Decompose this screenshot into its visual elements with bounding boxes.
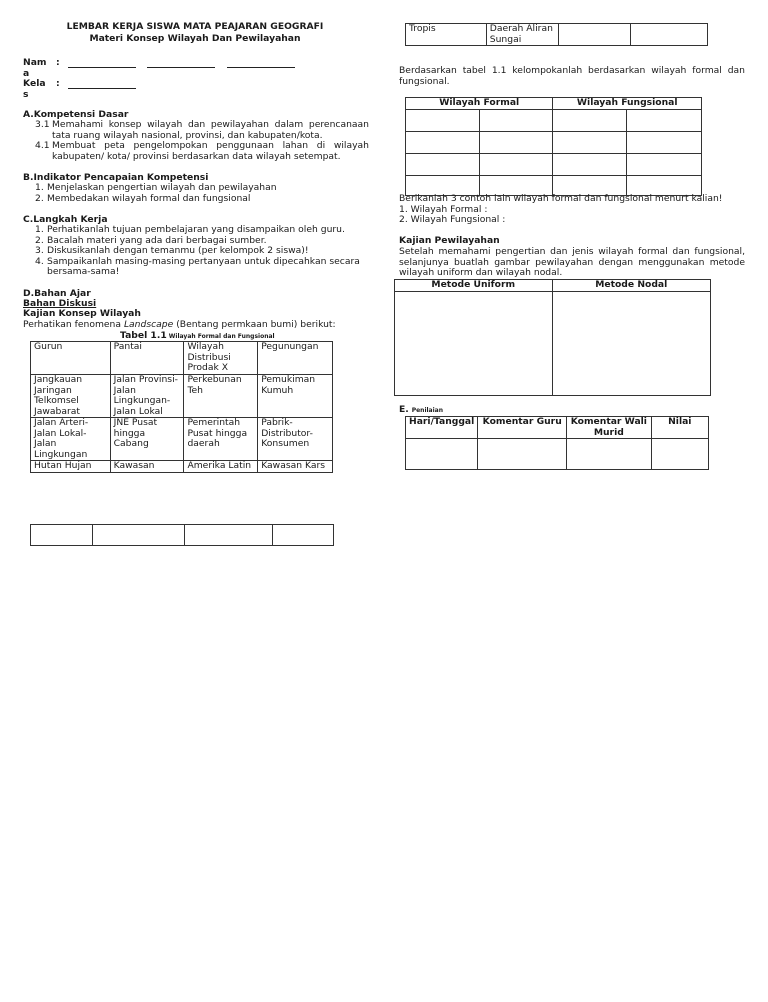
table-cell[interactable]: [406, 175, 480, 195]
table-cell: Pantai: [110, 342, 184, 375]
name-line-2[interactable]: [147, 67, 215, 68]
table-cell: Amerika Latin: [184, 461, 258, 473]
table-cell: Pegunungan: [258, 342, 333, 375]
section-a-heading: A.Kompetensi Dasar: [23, 109, 129, 120]
table-row: [406, 175, 702, 195]
table-row: [31, 375, 333, 418]
table-cell: Tropis: [406, 24, 487, 46]
langkah-item-4: [35, 257, 365, 278]
table-cell: Pemerintah Pusat hingga daerah: [184, 418, 258, 461]
name-colon: :: [56, 57, 60, 68]
formal-header: Wilayah Formal: [406, 98, 553, 110]
table-cell[interactable]: [567, 439, 651, 470]
table-row: [406, 131, 702, 153]
empty-table: [30, 524, 334, 546]
intro-before: Perhatikan fenomena: [23, 319, 124, 330]
indikator-item-2: [35, 194, 369, 205]
class-colon: :: [56, 78, 60, 89]
section-e-label: Penilaian: [411, 407, 443, 414]
table-cell[interactable]: [406, 109, 480, 131]
table-cell: Hutan Hujan: [31, 461, 111, 473]
table-cell: [558, 24, 631, 46]
kd-text-2: Membuat peta pengelompokan penggunaan lahan di wilayah kabupaten/ kota/ provinsi berdasarkan data wilayah setempat.: [52, 140, 369, 162]
hari-tanggal-header: Hari/Tanggal: [406, 417, 478, 439]
table-cell: [631, 24, 708, 46]
landscape-intro: [23, 320, 336, 331]
fungsional-header: Wilayah Fungsional: [553, 98, 702, 110]
table-row: [406, 153, 702, 175]
kd-num-2: 4.1: [35, 140, 50, 151]
indikator-text-2: Membedakan wilayah formal dan fungsional: [47, 192, 251, 204]
section-c-heading: C.Langkah Kerja: [23, 214, 108, 225]
kajian-pewilayahan-text: Setelah memahami pengertian dan jenis wilayah formal dan fungsional, selanjunya buatlah gambar pewilayahan dengan menggunakan metode wilayah uniform dan wilayah nodal.: [399, 246, 745, 278]
name-line-3[interactable]: [227, 67, 295, 68]
table-cell[interactable]: [627, 131, 702, 153]
table-cell[interactable]: [31, 525, 93, 546]
table-cell: Daerah Aliran Sungai: [486, 24, 558, 46]
langkah-text-3: Diskusikanlah dengan temanmu (per kelompok 2 siswa)!: [47, 245, 309, 256]
table-cell: Jalan Arteri-Jalan Lokal-Jalan Lingkungan: [31, 418, 111, 461]
indikator-num-1: 1.: [35, 182, 44, 193]
kd-item-2: [35, 141, 369, 162]
name-label: Nam a: [23, 57, 47, 79]
uniform-drawing-area[interactable]: [395, 291, 553, 395]
kd-num-1: 3.1: [35, 119, 50, 130]
table-cell[interactable]: [479, 153, 553, 175]
nodal-header: Metode Nodal: [552, 280, 711, 292]
table-cell[interactable]: [553, 109, 627, 131]
table-cell: Gurun: [31, 342, 111, 375]
examples-intro: Berikanlah 3 contoh lain wilayah formal dan fungsional menurt kalian!: [399, 193, 723, 204]
section-b-heading: B.Indikator Pencapaian Kompetensi: [23, 172, 209, 183]
table-row: [31, 525, 334, 546]
table-cell: Kawasan: [110, 461, 184, 473]
table-cell[interactable]: [92, 525, 185, 546]
bahan-diskusi-heading: Bahan Diskusi: [23, 298, 97, 309]
table-cell[interactable]: [273, 525, 334, 546]
uniform-header: Metode Uniform: [395, 280, 553, 292]
table-cell: Perkebunan Teh: [184, 375, 258, 418]
table-cell[interactable]: [651, 439, 708, 470]
table-cell[interactable]: [627, 175, 702, 195]
class-label: Kela s: [23, 78, 46, 100]
table-cell[interactable]: [627, 153, 702, 175]
table-cell: Wilayah Distribusi Prodak X: [184, 342, 258, 375]
langkah-num-4: 4.: [35, 255, 44, 267]
section-d-heading: D.Bahan Ajar: [23, 288, 91, 299]
langkah-text-1: Perhatikanlah tujuan pembelajaran yang disampaikan oleh guru.: [47, 224, 345, 235]
section-a-list: [35, 120, 369, 162]
table-cell[interactable]: [406, 153, 480, 175]
landscape-table-continued: [405, 23, 708, 46]
table-cell[interactable]: [185, 525, 273, 546]
kd-item-1: [35, 120, 369, 141]
komentar-wali-header: Komentar Wali Murid: [567, 417, 651, 439]
table-cell: Jalan Provinsi-Jalan Lingkungan-Jalan Lokal: [110, 375, 184, 418]
metode-table: [394, 279, 711, 396]
langkah-num-2: 2.: [35, 234, 44, 246]
table-cell[interactable]: [479, 175, 553, 195]
formal-fungsional-table: [405, 97, 702, 196]
table-cell[interactable]: [478, 439, 567, 470]
example-fungsional: 2. Wilayah Fungsional :: [399, 214, 506, 225]
table-cell: Pemukiman Kumuh: [258, 375, 333, 418]
table-row: [406, 439, 709, 470]
class-line[interactable]: [68, 88, 136, 89]
table-header-row: [395, 280, 711, 292]
table-row: [31, 418, 333, 461]
komentar-guru-header: Komentar Guru: [478, 417, 567, 439]
section-e-heading: [399, 405, 443, 417]
table-cell[interactable]: [553, 175, 627, 195]
langkah-num-1: 1.: [35, 224, 44, 235]
table-row: [31, 461, 333, 473]
kajian-konsep-heading: Kajian Konsep Wilayah: [23, 308, 141, 319]
table-cell[interactable]: [553, 153, 627, 175]
nilai-header: Nilai: [651, 417, 708, 439]
langkah-text-2: Bacalah materi yang ada dari berbagai sumber.: [47, 234, 267, 246]
table-caption-number: Tabel 1.1: [120, 330, 167, 341]
grouping-instruction: Berdasarkan tabel 1.1 kelompokanlah berdasarkan wilayah formal dan fungsional.: [399, 65, 745, 87]
table-cell[interactable]: [479, 109, 553, 131]
table-header-row: [406, 417, 709, 439]
table-row: [406, 109, 702, 131]
kd-text-1: Memahami konsep wilayah dan pewilayahan dalam perencanaan tata ruang wilayah nasional, provinsi, dan kabupaten/kota.: [52, 119, 369, 141]
table-cell[interactable]: [406, 131, 480, 153]
indikator-text-1: Menjelaskan pengertian wilayah dan pewilayahan: [47, 182, 277, 193]
table-header-row: [406, 98, 702, 110]
nodal-drawing-area[interactable]: [552, 291, 711, 395]
section-e-letter: E.: [399, 404, 409, 415]
indikator-num-2: 2.: [35, 192, 44, 204]
worksheet-subtitle: Materi Konsep Wilayah Dan Pewilayahan: [89, 33, 301, 44]
langkah-text-4: Sampaikanlah masing-masing pertanyaan untuk dipecahkan secara bersama-sama!: [47, 255, 360, 277]
section-c-list: [35, 225, 365, 278]
table-cell: Jangkauan Jaringan Telkomsel Jawabarat: [31, 375, 111, 418]
intro-italic: Landscape: [123, 319, 174, 330]
table-cell[interactable]: [627, 109, 702, 131]
worksheet-title: LEMBAR KERJA SISWA MATA PEAJARAN GEOGRAFI: [66, 21, 324, 32]
table-caption-text: Wilayah Formal dan Fungsional: [166, 333, 275, 340]
langkah-num-3: 3.: [35, 245, 44, 256]
section-b-list: [35, 183, 369, 204]
table-row: [406, 24, 708, 46]
table-cell[interactable]: [406, 439, 478, 470]
intro-after: (Bentang permkaan bumi) berikut:: [173, 319, 336, 330]
kajian-pewilayahan-heading: Kajian Pewilayahan: [399, 235, 500, 246]
assessment-table: [405, 416, 709, 470]
table-cell: Kawasan Kars: [258, 461, 333, 473]
table-cell: Pabrik-Distributor-Konsumen: [258, 418, 333, 461]
example-formal: 1. Wilayah Formal :: [399, 204, 488, 215]
table-row: [31, 342, 333, 375]
table-row: [395, 291, 711, 395]
table-cell[interactable]: [553, 131, 627, 153]
name-line-1[interactable]: [68, 67, 136, 68]
table-cell[interactable]: [479, 131, 553, 153]
landscape-table: [30, 341, 333, 473]
table-cell: JNE Pusat hingga Cabang: [110, 418, 184, 461]
